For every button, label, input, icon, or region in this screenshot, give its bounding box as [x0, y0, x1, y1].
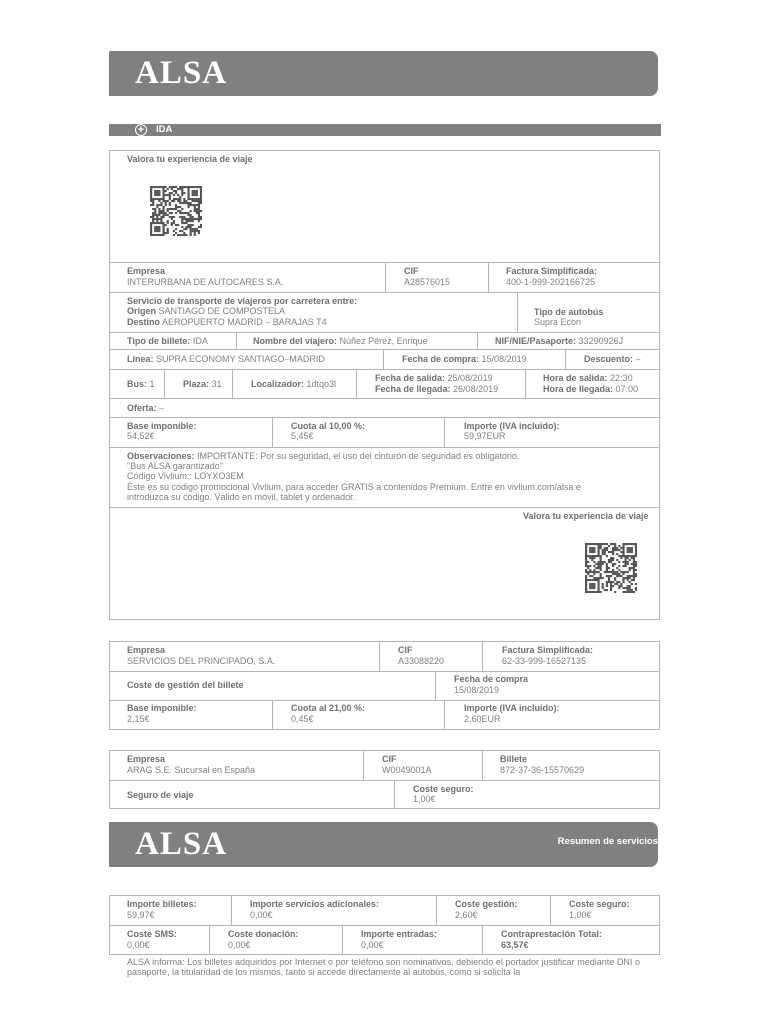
qr-code-icon [150, 186, 202, 236]
nif: NIF/NIE/Pasaporte: 33290926J [495, 336, 624, 346]
observaciones-line-5: introduzca su código. Válido en móvil, tablet y ordenador. [127, 492, 356, 502]
alsa-logo: ALSA [135, 826, 228, 862]
importe-entradas-value: 0,00€ [361, 940, 384, 950]
importe-billetes-label: Importe billetes: [127, 899, 197, 909]
ida-label: IDA [156, 124, 173, 135]
gestion-base-value: 2,15€ [127, 714, 150, 724]
resumen-gestion-value: 2,60€ [455, 910, 478, 920]
footer-notice: ALSA informa: Los billetes adquiridos por Internet o por teléfono son nominativos, debiendo el portador justificar mediante DNI o pasaporte, la titularidad de los mismos, tanto si accede directamente al autobús, como si solicita la [127, 957, 640, 977]
gestion-fecha-label: Fecha de compra [454, 674, 529, 684]
tipo-autobus-value: Supra Econ [534, 317, 582, 327]
gestion-cif-value: A33088220 [398, 656, 445, 666]
linea: Línea: SUPRA ECONOMY SANTIAGO–MADRID [127, 354, 325, 364]
seguro-cif-label: CIF [382, 754, 397, 764]
coste-sms-label: Coste SMS: [127, 929, 178, 939]
gestion-empresa-label: Empresa [127, 645, 166, 655]
empresa-label: Empresa [127, 266, 166, 276]
factura-value: 400-1-999-202166725 [506, 277, 596, 287]
resumen-seguro-label: Coste seguro: [569, 899, 630, 909]
total-value: 63,57€ [501, 940, 529, 950]
resumen-seguro-value: 1,00€ [569, 910, 592, 920]
seguro-billete-label: Billete [500, 754, 528, 764]
seguro-viaje-label: Seguro de viaje [127, 790, 194, 800]
localizador: Localizador: 1dtqo3l [251, 379, 337, 389]
descuento: Descuento: – [584, 354, 641, 364]
tipo-billete: Tipo de billete: IDA [127, 336, 208, 346]
gestion-importe-label: Importe (IVA incluido): [464, 703, 560, 713]
cif-value: A28576015 [404, 277, 451, 287]
coste-sms-value: 0,00€ [127, 940, 150, 950]
gestion-importe-value: 2,60EUR [464, 714, 501, 724]
gestion-cuota-value: 0,45€ [291, 714, 314, 724]
servicio-label: Servicio de transporte de viajeros por carretera entre: [127, 296, 358, 306]
valora-top-label[interactable]: Valora tu experiencia de viaje [127, 154, 253, 164]
plaza: Plaza: 31 [183, 379, 222, 389]
alsa-logo: ALSA [135, 55, 228, 91]
fecha-salida: Fecha de salida: 25/08/2019 [375, 373, 493, 383]
origen-line: Origen SANTIAGO DE COMPOSTELA [127, 306, 286, 316]
destino-line: Destino AEROPUERTO MADRID – BARAJAS T4 [127, 317, 327, 327]
coste-seguro-value: 1,00€ [413, 794, 436, 804]
gestion-factura-value: 62-33-999-16527135 [502, 656, 587, 666]
oferta: Oferta: – [127, 403, 165, 413]
tipo-autobus-label: Tipo de autobús [534, 307, 604, 317]
importe-value: 59,97EUR [464, 431, 506, 441]
gestion-fecha-value: 15/08/2019 [454, 685, 500, 695]
seguro-empresa-label: Empresa [127, 754, 166, 764]
gestion-cuota-label: Cuota al 21,00 %: [291, 703, 366, 713]
hora-llegada: Hora de llegada: 07:00 [543, 384, 639, 394]
fecha-llegada: Fecha de llegada: 26/08/2019 [375, 384, 499, 394]
expand-plus-icon[interactable]: + [135, 124, 147, 136]
ida-section-bar [109, 124, 661, 136]
coste-donacion-value: 0,00€ [228, 940, 251, 950]
hora-salida: Hora de salida: 22:30 [543, 373, 633, 383]
total-label: Contraprestación Total: [501, 929, 602, 939]
fecha-compra: Fecha de compra: 15/08/2019 [402, 354, 527, 364]
observaciones-line-4: Éste es su código promocional Vivlium, para acceder GRATIS a contenidos Premium. Entre en vivlium.com/alsa e [127, 482, 581, 492]
cif-label: CIF [404, 266, 419, 276]
gestion-empresa-value: SERVICIOS DEL PRINCIPADO, S.A. [127, 656, 276, 666]
observaciones-line-2: "Bus ALSA garantizado" [127, 461, 223, 471]
servicios-adicionales-value: 0,00€ [250, 910, 273, 920]
coste-gestion-label: Coste de gestión del billete [127, 680, 244, 690]
resumen-gestion-label: Coste gestión: [455, 899, 518, 909]
base-value: 54,52€ [127, 431, 155, 441]
gestion-factura-label: Factura Simplificada: [502, 645, 594, 655]
seguro-cif-value: W0049001A [382, 765, 432, 775]
importe-entradas-label: Importe entradas: [361, 929, 438, 939]
resumen-banner [109, 822, 658, 867]
observaciones-line-3: Código Vivlium:: LOYXO3EM [127, 471, 244, 481]
empresa-value: INTERURBANA DE AUTOCARES S.A. [127, 277, 284, 287]
cuota-label: Cuota al 10,00 %: [291, 421, 366, 431]
cuota-value: 5,45€ [291, 431, 314, 441]
resumen-title: Resumen de servicios [557, 836, 658, 847]
valora-bottom-label[interactable]: Valora tu experiencia de viaje [523, 511, 649, 521]
factura-label: Factura Simplificada: [506, 266, 598, 276]
importe-label: Importe (IVA incluido): [464, 421, 560, 431]
nombre-viajero: Nombre del viajero: Núñez Pérez, Enrique [253, 336, 428, 346]
seguro-billete-value: 872-37-36-15570629 [500, 765, 585, 775]
qr-code-icon [585, 543, 637, 593]
gestion-cif-label: CIF [398, 645, 413, 655]
importe-billetes-value: 59,97€ [127, 910, 155, 920]
seguro-empresa-value: ARAG S.E. Sucursal en España [127, 765, 256, 775]
coste-donacion-label: Coste donación: [228, 929, 299, 939]
observaciones-line-1: Observaciones: IMPORTANTE: Por su seguridad, el uso del cinturón de seguridad es obligatorio. [127, 451, 520, 461]
bus: Bus: 1 [127, 379, 155, 389]
gestion-base-label: Base imponible: [127, 703, 197, 713]
servicios-adicionales-label: Importe servicios adicionales: [250, 899, 380, 909]
base-label: Base imponible: [127, 421, 197, 431]
coste-seguro-label: Coste seguro: [413, 784, 474, 794]
header-banner [109, 51, 658, 96]
